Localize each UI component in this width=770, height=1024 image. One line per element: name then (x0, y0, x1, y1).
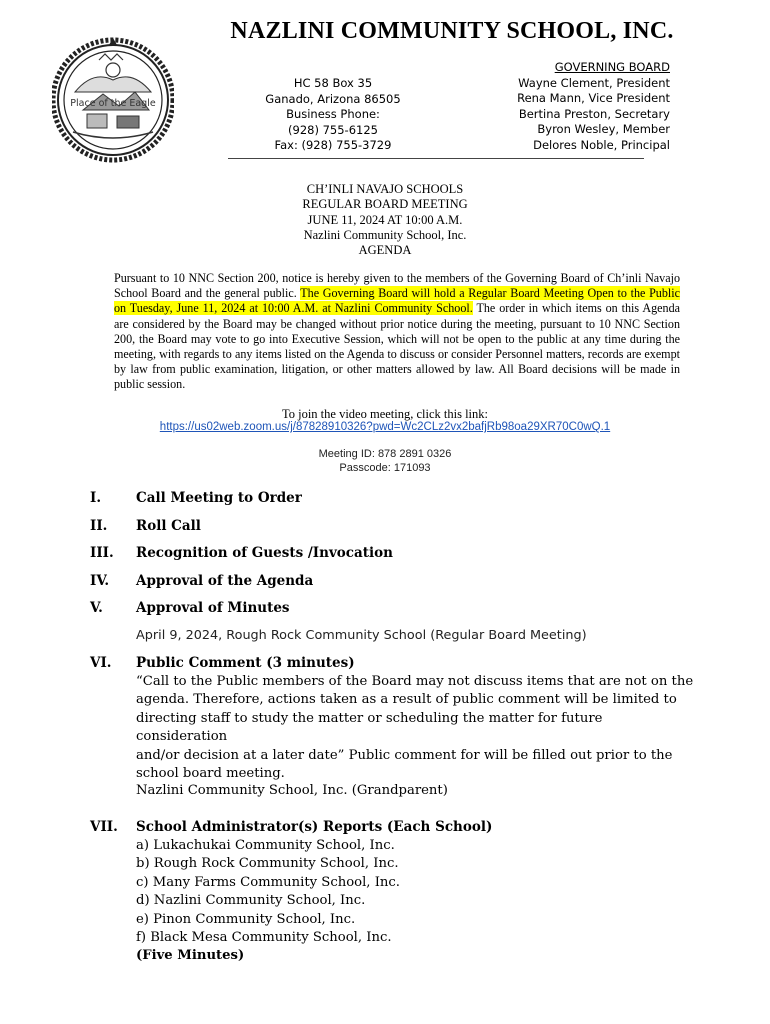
minutes-detail: April 9, 2024, Rough Rock Community School (Regular Board Meeting) (136, 628, 587, 643)
school-report-item: f) Black Mesa Community School, Inc. (136, 930, 392, 946)
school-report-item: a) Lukachukai Community School, Inc. (136, 838, 395, 853)
phone-number: (928) 755-6125 (288, 122, 378, 137)
agenda-item-title: Public Comment (3 minutes) (136, 655, 355, 671)
agenda-number: VI. (90, 655, 112, 671)
notice-highlight: The Governing Board will hold a Regular Board Meeting Open to the Public on Tuesday, June 11, 2024 at 10:00 A.M. at Nazlini Community School. (114, 286, 680, 316)
meeting-line: Nazlini Community School, Inc. (303, 227, 467, 242)
public-comment-host: Nazlini Community School, Inc. (Grandparent) (136, 783, 448, 798)
agenda-item-title: Call Meeting to Order (136, 490, 302, 506)
school-report-item: d) Nazlini Community School, Inc. (136, 893, 366, 909)
fax-number: Fax: (928) 755-3729 (274, 138, 392, 153)
board-member: Bertina Preston, Secretary (518, 106, 670, 121)
school-seal-logo (52, 22, 174, 178)
board-member: Byron Wesley, Member (537, 122, 670, 137)
board-heading: GOVERNING BOARD (554, 60, 670, 74)
public-notice-paragraph (114, 271, 680, 393)
meeting-line: JUNE 11, 2024 AT 10:00 A.M. (307, 212, 463, 227)
video-join-text: To join the video meeting, click this link: (281, 407, 489, 421)
address-line: Business Phone: (286, 107, 380, 122)
meeting-line: AGENDA (358, 243, 412, 258)
school-report-item: e) Pinon Community School, Inc. (136, 911, 356, 927)
agenda-item-title: Roll Call (136, 518, 201, 534)
agenda-number: III. (90, 545, 114, 561)
address-line: HC 58 Box 35 (293, 76, 373, 90)
seal-text: Place of the Eagle (70, 98, 156, 109)
public-comment-line: agenda. Therefore, actions taken as a result of public comment will be limited to (136, 692, 677, 708)
header-divider (228, 158, 644, 159)
notice-text: The order in which items on this Agenda are considered by the Board may be changed without prior notice during the meeting, pursuant to 10 NNC Section 200, the Board may vote to go into Executive Session, which will not be open to the public at any time during the meeting, with regards to any items listed on the Agenda to discuss or consider Personnel matters, records are exempt by law from public examination, litigation, or other matters allowed by law. All Board decisions will be made in public session. (114, 301, 680, 392)
meeting-line: REGULAR BOARD MEETING (302, 197, 468, 212)
meeting-credentials (0, 448, 770, 475)
agenda-number: I. (90, 490, 102, 506)
agenda-number: VII. (90, 819, 118, 835)
public-comment-text (136, 673, 696, 783)
agenda-item-title: Approval of Minutes (136, 600, 290, 616)
agenda-item-title: Recognition of Guests /Invocation (136, 545, 393, 561)
zoom-meeting-link[interactable]: https://us02web.zoom.us/j/87828910326?pwd=Wc2CLz2vx2bafjRb98oa29XR70C0wQ.1 (159, 421, 611, 433)
meeting-id: Meeting ID: 878 2891 0326 (318, 448, 452, 460)
meeting-heading (285, 182, 485, 258)
notice-text: Pursuant to 10 NNC Section 200, notice is hereby given to the members of the Governing Board of Ch’inli Navajo School Board and the general public. (114, 271, 680, 301)
meeting-passcode: Passcode: 171093 (339, 461, 431, 474)
agenda-number: IV. (90, 573, 110, 589)
public-comment-line: and/or decision at a later date” Public comment for will be filled out prior to the (136, 747, 673, 763)
public-comment-line: “Call to the Public members of the Board may not discuss items that are not on the (136, 674, 694, 689)
school-address (247, 76, 419, 154)
school-report-item: b) Rough Rock Community School, Inc. (136, 856, 399, 872)
public-comment-line: directing staff to study the matter or scheduling the matter for future consideration (136, 710, 603, 745)
board-member: Rena Mann, Vice President (517, 91, 670, 106)
governing-board (410, 60, 670, 154)
address-line: Ganado, Arizona 86505 (265, 91, 401, 106)
meeting-line: CH’INLI NAVAJO SCHOOLS (306, 182, 464, 196)
agenda-item-title: Approval of the Agenda (136, 573, 314, 589)
school-reports-list (136, 837, 696, 966)
reports-time-limit: (Five Minutes) (136, 948, 245, 964)
agenda-number: II. (90, 518, 108, 534)
board-member: Wayne Clement, President (518, 75, 670, 90)
board-member: Delores Noble, Principal (533, 137, 670, 152)
agenda-number: V. (90, 600, 103, 616)
school-report-item: c) Many Farms Community School, Inc. (136, 874, 400, 890)
public-comment-line: school board meeting. (136, 766, 285, 782)
school-title: NAZLINI COMMUNITY SCHOOL, INC. (230, 18, 674, 44)
agenda-item-title: School Administrator(s) Reports (Each School) (136, 819, 493, 835)
